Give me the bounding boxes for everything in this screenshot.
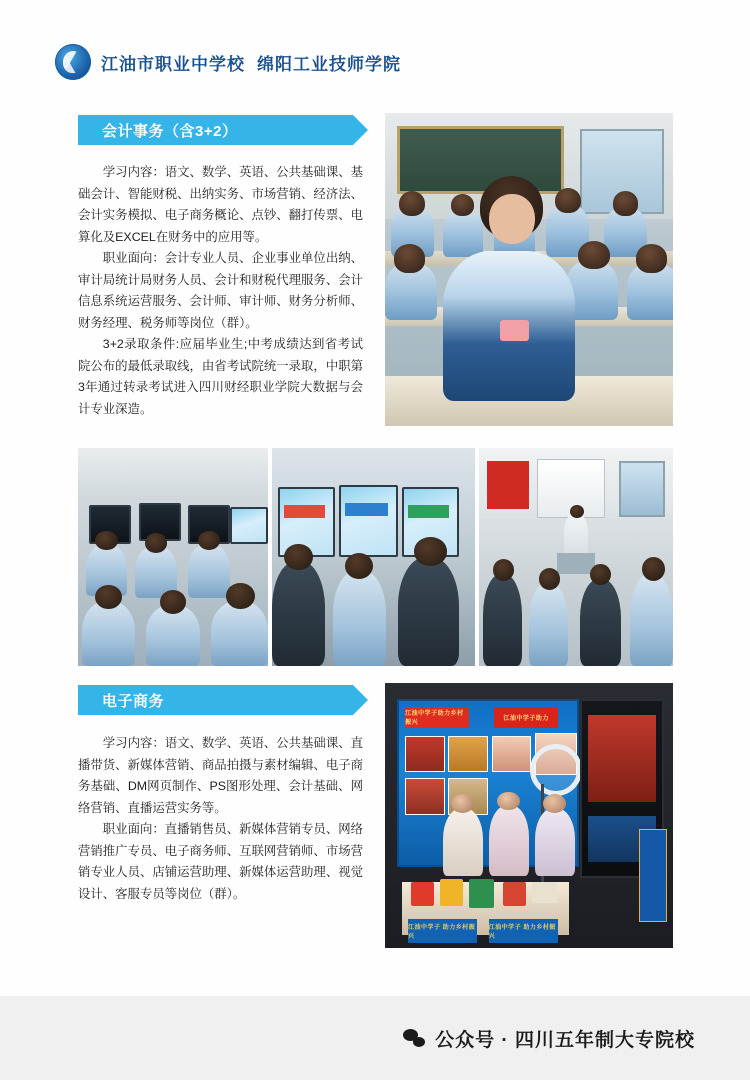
photo-ecommerce-livestream-studio: 江油中学子助力乡村振兴 江油中学子助力 江油中学子 助力乡村振兴 江油中学子 助力乡村振兴 [385, 683, 673, 948]
section-title-accounting-label: 会计事务（含3+2） [102, 122, 238, 140]
header-title-right: 绵阳工业技师学院 [257, 54, 401, 74]
paragraph: 职业面向：直播销售员、新媒体营销专员、网络营销推广专员、电子商务师、互联网营销师、市场营销专业人员、店铺运营助理、新媒体运营助理、视觉设计、客服专员等岗位（群）。 [78, 822, 363, 901]
header-title [101, 50, 401, 75]
section-title-ecommerce [78, 685, 353, 715]
header-title-left: 江油市职业中学校 [101, 54, 245, 74]
paragraph: 学习内容：语文、数学、英语、公共基础课、基础会计、智能财税、出纳实务、市场营销、经济法、会计实务模拟、电子商务概论、点钞、翻打传票、电算化及EXCEL在财务中的应用等。 [78, 165, 363, 244]
paragraph: 职业面向：会计专业人员、企业事业单位出纳、审计局统计局财务人员、会计和财税代理服务、会计信息系统运营服务、会计师、审计师、财务分析师、财务经理、税务师等岗位（群）。 [78, 251, 363, 330]
footer-text: 公众号 · 四川五年制大专院校 [435, 1029, 695, 1051]
wechat-icon [403, 1029, 425, 1047]
photo-accounting-computer-lab-2 [272, 448, 475, 666]
section-title-accounting [78, 115, 353, 145]
photo-accounting-classroom [385, 113, 673, 426]
page-footer [0, 996, 750, 1080]
section-accounting-text [78, 162, 363, 420]
section-ecommerce-text [78, 733, 363, 905]
paragraph: 3+2录取条件:应届毕业生;中考成绩达到省考试院公布的最低录取线，由省考试院统一录取，中职第3年通过转录考试进入四川财经职业学院大数据与会计专业深造。 [78, 337, 363, 416]
school-emblem-icon [55, 44, 91, 80]
photo-accounting-computer-lab-1 [78, 448, 268, 666]
page-header [55, 44, 401, 80]
paragraph: 学习内容：语文、数学、英语、公共基础课、直播带货、新媒体营销、商品拍摄与素材编辑、电子商务基础、DM网页制作、PS图形处理、会计基础、网络营销、直播运营实务等。 [78, 736, 363, 815]
photo-accounting-lecture-room [479, 448, 673, 666]
section-title-ecommerce-label: 电子商务 [102, 692, 165, 710]
